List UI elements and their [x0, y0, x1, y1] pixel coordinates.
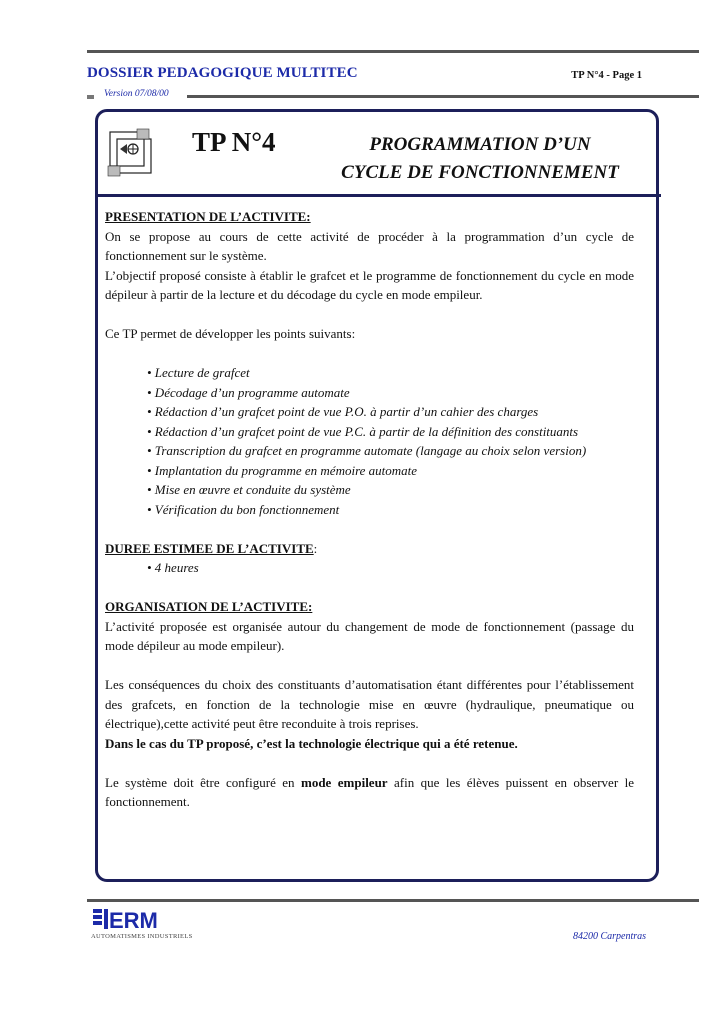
page-reference: TP N°4 - Page 1 — [571, 70, 642, 81]
footer-city: 84200 Carpentras — [572, 931, 646, 942]
duration-heading: DUREE ESTIMEE DE L’ACTIVITE — [105, 540, 314, 556]
activity-title-line1: PROGRAMMATION D’UN — [369, 134, 591, 155]
presentation-paragraph-3: Ce TP permet de développer les points suivants: — [105, 326, 356, 341]
list-item: • Décodage d’un programme automate — [147, 384, 350, 400]
erm-logo-icon — [93, 908, 181, 930]
footer-company-subtitle: AUTOMATISMES INDUSTRIELS — [91, 933, 193, 940]
para4-text-start: Le système doit être configuré en — [105, 774, 301, 790]
organisation-paragraph-2: Les conséquences du choix des constituants d’automatisation étant différentes pour l’établissement des grafcets, en fonction de la technologie mise en œuvre (hydraulique, pneumatique ou électrique),cette activité peut être reconduite à trois reprises. — [105, 677, 634, 731]
list-item: • Lecture de grafcet — [147, 365, 250, 380]
para4-text-end: afin que les élèves puissent en observer le fonctionnement. — [105, 774, 634, 809]
presentation-heading: PRESENTATION DE L’ACTIVITE: — [105, 209, 311, 224]
tp-number: TP N°4 — [192, 127, 276, 157]
organisation-paragraph-4 — [105, 773, 634, 812]
header-top-rule — [87, 50, 699, 53]
version-bullet — [87, 95, 94, 99]
list-item: • Mise en œuvre et conduite du système — [147, 482, 351, 497]
duration-value: • 4 heures — [147, 560, 199, 575]
activity-title-line2: CYCLE DE FONCTIONNEMENT — [341, 162, 619, 183]
list-item: • Rédaction d’un grafcet point de vue P.C. à partir de la définition des constituants — [147, 423, 579, 439]
header-version-rule — [187, 95, 699, 98]
duration-colon: : — [313, 540, 318, 556]
organisation-paragraph-1: L’activité proposée est organisée autour du changement de mode de fonctionnement (passage du mode dépileur au mode empileur). — [105, 618, 634, 653]
version-label: Version 07/08/00 — [104, 89, 169, 99]
erm-logo-text: ERM — [109, 908, 158, 930]
list-item: • Implantation du programme en mémoire automate — [147, 462, 418, 478]
list-item: • Transcription du grafcet en programme automate (langage au choix selon version) — [147, 443, 587, 458]
activity-content — [105, 207, 634, 812]
organisation-heading: ORGANISATION DE L’ACTIVITE: — [105, 599, 313, 614]
list-item: • Vérification du bon fonctionnement — [147, 501, 340, 517]
list-item: • Rédaction d’un grafcet point de vue P.O. à partir d’un cahier des charges — [147, 404, 539, 419]
para4-bold-mode: mode empileur — [300, 774, 388, 790]
duration-list — [105, 558, 634, 578]
automation-module-icon — [107, 128, 153, 178]
document-title: DOSSIER PEDAGOGIQUE MULTITEC — [87, 65, 358, 81]
presentation-paragraph-1: On se propose au cours de cette activité de procéder à la programmation d’un cycle de fonctionnement sur le système. — [105, 228, 634, 263]
duration-heading-line — [105, 539, 634, 559]
activity-title — [315, 131, 645, 187]
organisation-paragraph-3: Dans le cas du TP proposé, c’est la technologie électrique qui a été retenue. — [105, 735, 518, 751]
skills-list — [105, 363, 634, 519]
footer-rule — [87, 899, 699, 902]
presentation-paragraph-2: L’objectif proposé consiste à établir le grafcet et le programme de fonctionnement du cycle en mode dépileur à partir de la lecture et du décodage du cycle en mode empileur. — [105, 267, 634, 302]
title-separator — [95, 194, 661, 197]
